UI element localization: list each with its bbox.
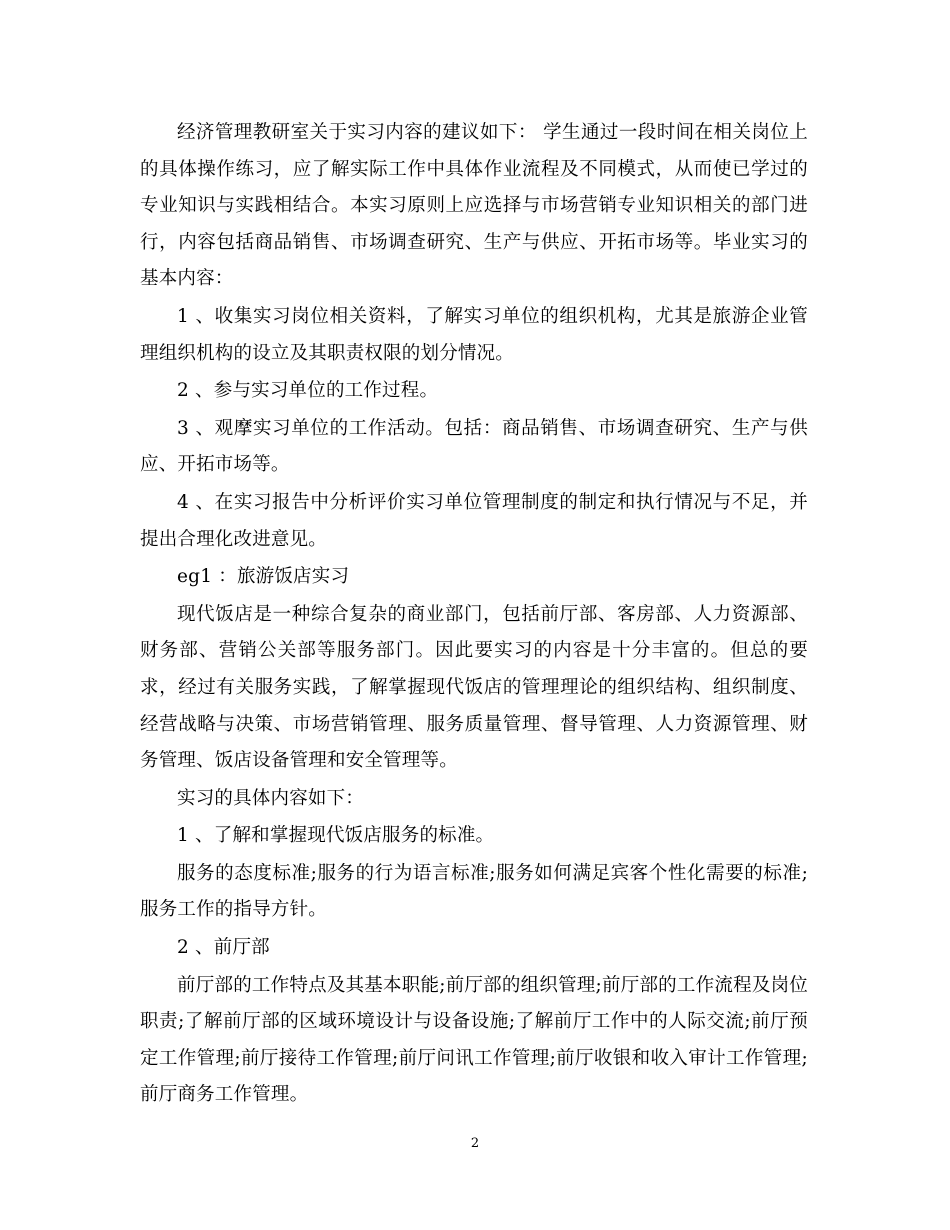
document-body <box>140 115 808 1115</box>
paragraph-example-heading: eg1 ：旅游饭店实习 <box>177 566 350 588</box>
paragraph-intro: 经济管理教研室关于实习内容的建议如下： 学生通过一段时间在相关岗位上的具体操作练习，应了解实际工作中具体作业流程及不同模式，从而使已学过的专业知识与实践相结合。本实习原则上应选择与市场营销专业知识相关的部门进行，内容包括商品销售、市场调查研究、生产与供应、开拓市场等。毕业实习的基本内容： <box>140 122 808 290</box>
paragraph-item-2: 2 、参与实习单位的工作过程。 <box>177 380 439 402</box>
paragraph-item-4: 4 、在实习报告中分析评价实习单位管理制度的制定和执行情况与不足，并提出合理化改进意见。 <box>140 491 808 550</box>
paragraph-hotel-item-1: 1 、了解和掌握现代饭店服务的标准。 <box>177 825 495 847</box>
paragraph-item-3: 3 、观摩实习单位的工作活动。包括：商品销售、市场调查研究、生产与供应、开拓市场等。 <box>140 417 808 476</box>
paragraph-hotel-overview: 现代饭店是一种综合复杂的商业部门，包括前厅部、客房部、人力资源部、财务部、营销公关部等服务部门。因此要实习的内容是十分丰富的。但总的要求，经过有关服务实践，了解掌握现代饭店的管理理论的组织结构、组织制度、经营战略与决策、市场营销管理、服务质量管理、督导管理、人力资源管理、财务管理、饭店设备管理和安全管理等。 <box>140 603 808 772</box>
paragraph-front-office: 前厅部的工作特点及其基本职能;前厅部的组织管理;前厅部的工作流程及岗位职责;了解前厅部的区域环境设计与设备设施;了解前厅工作中的人际交流;前厅预定工作管理;前厅接待工作管理;前厅问讯工作管理;前厅收银和收入审计工作管理;前厅商务工作管理。 <box>140 974 808 1106</box>
paragraph-hotel-item-2: 2 、前厅部 <box>177 937 270 959</box>
paragraph-service-standards: 服务的态度标准;服务的行为语言标准;服务如何满足宾客个性化需要的标准;服务工作的指导方针。 <box>140 862 808 921</box>
paragraph-content-intro: 实习的具体内容如下： <box>177 787 365 809</box>
paragraph-item-1: 1 、收集实习岗位相关资料，了解实习单位的组织机构，尤其是旅游企业管理组织机构的设立及其职责权限的划分情况。 <box>140 305 808 364</box>
page-number: 2 <box>470 1136 480 1151</box>
